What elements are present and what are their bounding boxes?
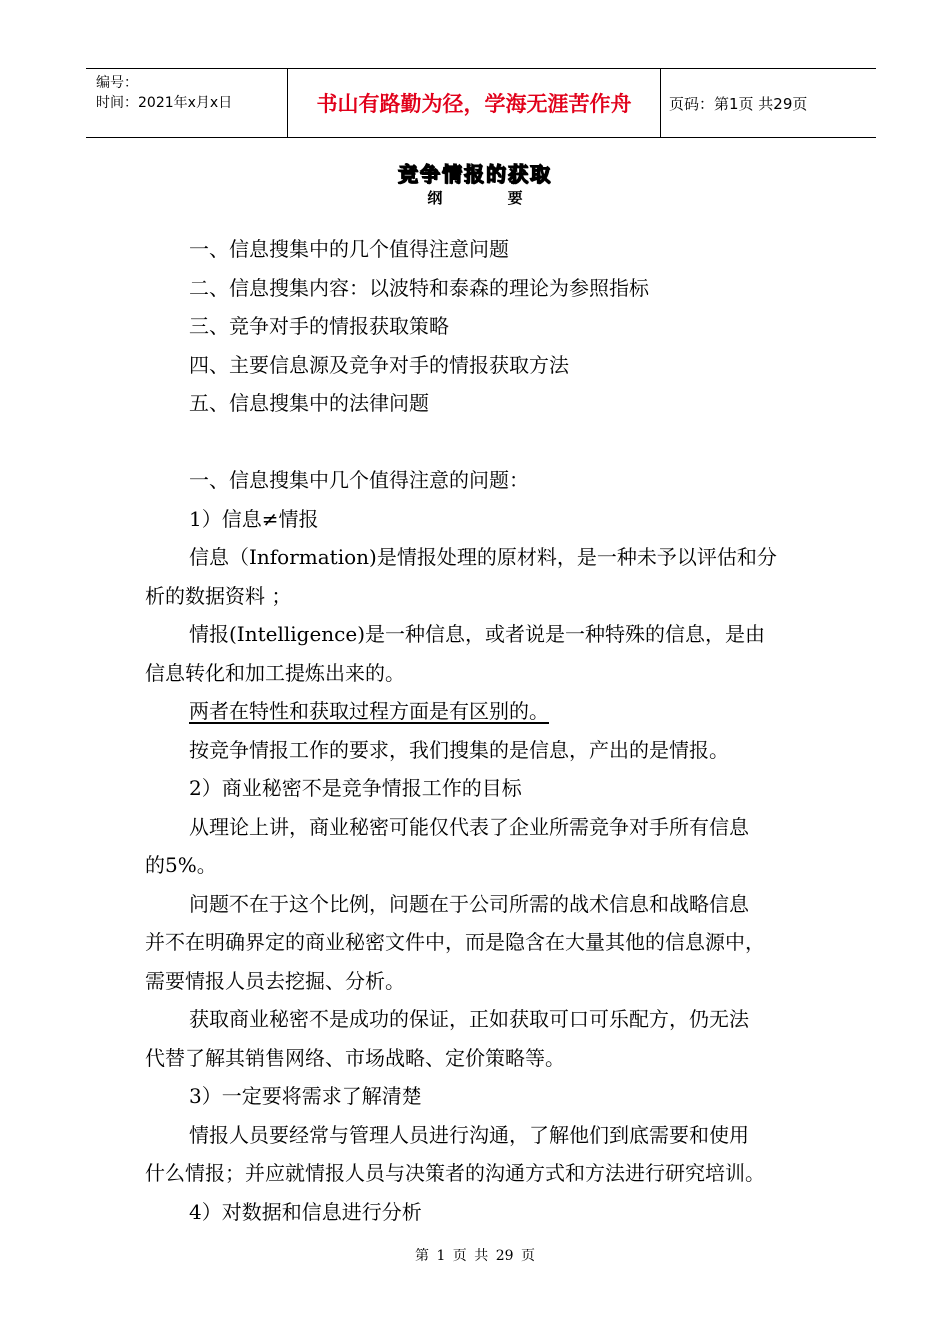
paragraph-line: 的5%。 (145, 853, 217, 877)
paragraph-line: 按竞争情报工作的要求，我们搜集的是信息，产出的是情报。 (189, 737, 729, 762)
paragraph-line: 需要情报人员去挖掘、分析。 (145, 968, 405, 993)
header-left-cell (86, 69, 288, 137)
underlined-text: 两者在特性和获取过程方面是有区别的。 (189, 699, 549, 723)
paragraph-line: 析的数据资料 ； (145, 583, 292, 608)
subsection-title: 2）商业秘密不是竞争情报工作的目标 (189, 776, 522, 800)
paragraph-line: 代替了解其销售网络、市场战略、定价策略等。 (145, 1045, 565, 1070)
paragraph-line: 信息（Information)是情报处理的原材料，是一种未予以评估和分 (189, 545, 777, 569)
page-header-table (86, 68, 876, 138)
header-page-number: 页码：第1页 共29页 (669, 94, 808, 113)
doc-time-label: 时间：2021年x月x日 (96, 95, 233, 111)
paragraph-line: 问题不在于这个比例，问题在于公司所需的战术信息和战略信息 (189, 891, 749, 916)
header-motto: 书山有路勤为径，学海无涯苦作舟 (288, 69, 661, 137)
paragraph-line: 从理论上讲，商业秘密可能仅代表了企业所需竞争对手所有信息 (189, 814, 749, 839)
outline-item: 五、信息搜集中的法律问题 (189, 391, 429, 415)
page-footer: 第 1 页 共 29 页 (415, 1248, 535, 1264)
doc-number-label: 编号： (96, 75, 138, 91)
outline-item: 一、信息搜集中的几个值得注意问题 (189, 237, 509, 261)
paragraph-line: 获取商业秘密不是成功的保证，正如获取可口可乐配方，仍无法 (189, 1007, 749, 1031)
paragraph-line: 并不在明确界定的商业秘密文件中，而是隐含在大量其他的信息源中， (145, 930, 765, 954)
paragraph-line: 信息转化和加工提炼出来的。 (145, 660, 405, 685)
spacer (145, 423, 825, 462)
subsection-title: 3）一定要将需求了解清楚 (189, 1084, 422, 1108)
paragraph-line: 情报人员要经常与管理人员进行沟通，了解他们到底需要和使用 (189, 1122, 749, 1147)
outline-item: 四、主要信息源及竞争对手的情报获取方法 (189, 352, 569, 377)
document-body (145, 230, 825, 1231)
paragraph-line: 情报(Intelligence)是一种信息，或者说是一种特殊的信息，是由 (189, 622, 766, 646)
outline-item: 三、竞争对手的情报获取策略 (189, 314, 449, 338)
paragraph-line: 什么情报；并应就情报人员与决策者的沟通方式和方法进行研究培训。 (145, 1161, 765, 1185)
document-title: 竞争情报的获取 (398, 162, 552, 186)
underlined-paragraph (145, 692, 825, 731)
section-heading: 一、信息搜集中几个值得注意的问题： (189, 468, 529, 492)
subsection-title: 1）信息≠情报 (189, 506, 319, 531)
outline-item: 二、信息搜集内容：以波特和泰森的理论为参照指标 (189, 275, 649, 300)
document-subtitle: 纲 要 (427, 189, 553, 207)
subsection-title: 4）对数据和信息进行分析 (189, 1199, 422, 1224)
